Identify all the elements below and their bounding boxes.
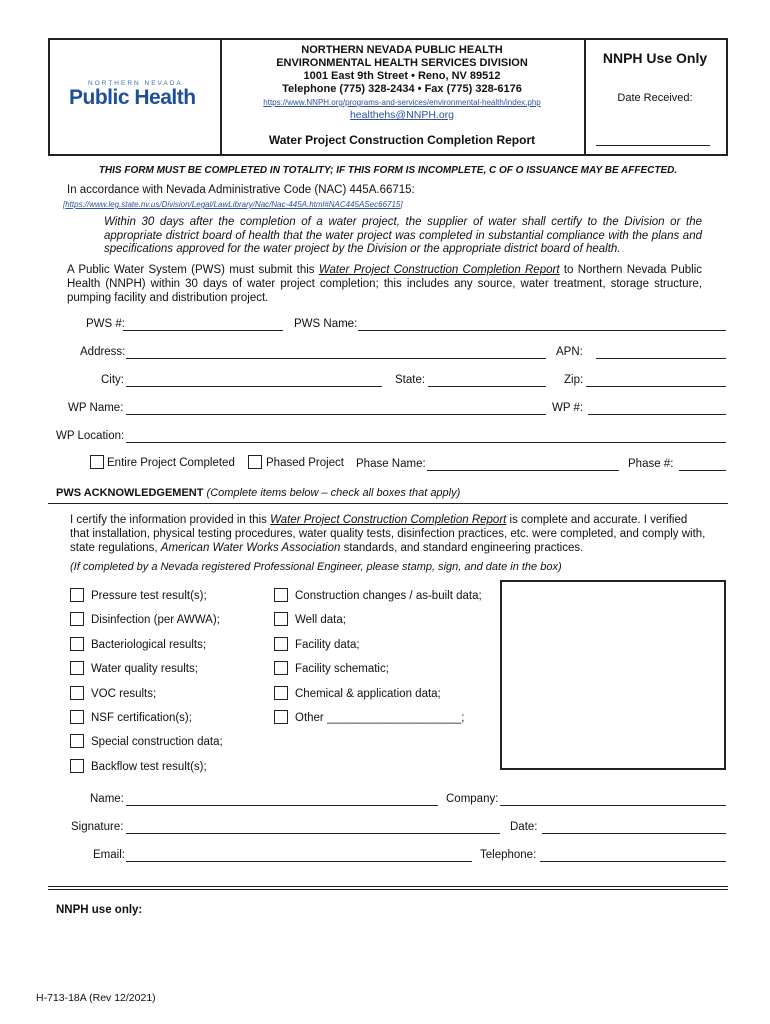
left-checklist-item-checkbox[interactable]: [70, 588, 84, 602]
cert-text-2: is complete and accurate. I verified that installation, physical testing procedures, water quality tests, disinfection practices, etc. were completed, and comply with, state regulations,: [70, 514, 706, 554]
cert-awwa: American Water Works Association: [160, 542, 341, 554]
form-title: Water Project Construction Completion Report: [268, 133, 536, 147]
pe-stamp-note: (If completed by a Nevada registered Professional Engineer, please stamp, sign, and date in the box): [70, 561, 562, 573]
zip-field[interactable]: [586, 386, 726, 387]
left-checklist-item-checkbox[interactable]: [70, 759, 84, 773]
right-checklist-item-checkbox[interactable]: [274, 686, 288, 700]
pws-text-2: to Northern Nevada Public Health (NNPH) within 30 days of water project completion; this includes any source, water treatment, storage structure, pumping facility and distribution project.: [67, 264, 703, 304]
nac-link[interactable]: https://www.leg.state.nv.us/Division/Legal/LawLibrary/Nac/Nac-445A.html#NAC445ASec66715: [65, 200, 401, 209]
right-checklist-item-label: Well data;: [295, 614, 346, 627]
signature-field[interactable]: [126, 833, 500, 834]
company-label: Company:: [446, 793, 499, 805]
phase-num-label: Phase #:: [628, 458, 674, 470]
left-checklist-item-label: Disinfection (per AWWA);: [91, 614, 220, 627]
right-checklist-item-checkbox[interactable]: [274, 710, 288, 724]
city-label: City:: [101, 374, 124, 386]
name-label: Name:: [90, 793, 124, 805]
phased-project-label: Phased Project: [266, 457, 344, 469]
right-checklist-item-label: Construction changes / as-built data;: [295, 590, 482, 602]
left-checklist-item-label: Backflow test result(s);: [91, 760, 207, 773]
cert-text-1: I certify the information provided in this: [70, 514, 271, 526]
logo: Public Health: [69, 86, 196, 109]
right-checklist-item-checkbox[interactable]: [274, 637, 288, 651]
org-phone-fax: Telephone (775) 328-2434 • Fax (775) 328-6176: [282, 83, 522, 95]
apn-field[interactable]: [596, 358, 726, 359]
cert-report-link: Water Project Construction Completion Report: [270, 514, 507, 526]
wp-location-field[interactable]: [126, 442, 726, 443]
left-checklist-item-label: VOC results;: [91, 687, 157, 700]
footer-rule: [48, 886, 728, 890]
form-code: H-713-18A (Rev 12/2021): [36, 992, 156, 1004]
left-checklist-item-checkbox[interactable]: [70, 612, 84, 626]
ack-title: PWS ACKNOWLEDGEMENT: [56, 487, 204, 499]
phase-name-field[interactable]: [427, 470, 619, 471]
left-checklist-item-checkbox[interactable]: [70, 661, 84, 675]
phase-name-label: Phase Name:: [356, 458, 426, 470]
nac-link-wrap: [https://www.leg.state.nv.us/Division/Legal/LawLibrary/Nac/Nac-445A.html#NAC445ASec66715]: [63, 200, 403, 209]
org-line2: ENVIRONMENTAL HEALTH SERVICES DIVISION: [276, 57, 528, 69]
state-field[interactable]: [428, 386, 546, 387]
right-checklist-item-label: Facility schematic;: [295, 663, 389, 676]
pws-name-field[interactable]: [358, 330, 726, 331]
wp-num-label: WP #:: [552, 402, 584, 414]
ack-heading-rule: [48, 503, 728, 504]
city-field[interactable]: [126, 386, 382, 387]
email-label: Email:: [93, 849, 125, 861]
nac-reference: In accordance with Nevada Administrative Code (NAC) 445A.66715:: [67, 184, 415, 196]
nnph-use-only-footer: NNPH use only:: [56, 904, 143, 916]
nac-quote: Within 30 days after the completion of a water project, the supplier of water shall certify to the Division or the appropriate district board of health that the water project was completed in substantial compliance with the plans and specifications approved for the water project by the Division or the appropriate district board of health.: [104, 216, 702, 255]
pws-report-link: Water Project Construction Completion Report: [318, 264, 560, 276]
wp-name-field[interactable]: [126, 414, 546, 415]
left-checklist-item-label: Special construction data;: [91, 736, 223, 749]
right-checklist-item-label: Other _____________________;: [295, 712, 465, 724]
telephone-label: Telephone:: [480, 849, 537, 861]
completion-notice: THIS FORM MUST BE COMPLETED IN TOTALITY; IF THIS FORM IS INCOMPLETE, C OF O ISSUANCE MAY BE AFFECTED.: [98, 165, 678, 176]
left-checklist-item-checkbox[interactable]: [70, 637, 84, 651]
pws-num-field[interactable]: [123, 330, 283, 331]
name-field[interactable]: [126, 805, 438, 806]
left-checklist-item-label: Bacteriological results;: [91, 638, 207, 651]
ack-heading: [56, 487, 460, 499]
date-received-field[interactable]: [596, 145, 710, 146]
phased-project-checkbox[interactable]: [248, 455, 262, 469]
right-checklist-item-label: Facility data;: [295, 638, 360, 651]
right-checklist-item-label: Chemical & application data;: [295, 687, 441, 700]
email-field[interactable]: [126, 861, 472, 862]
logo-subtitle: NORTHERN NEVADA: [88, 80, 183, 87]
wp-name-label: WP Name:: [68, 402, 124, 414]
wp-location-label: WP Location:: [56, 430, 125, 442]
date-field[interactable]: [542, 833, 726, 834]
left-checklist-item-label: NSF certification(s);: [91, 712, 192, 724]
signature-label: Signature:: [71, 821, 124, 833]
wp-num-field[interactable]: [588, 414, 726, 415]
right-checklist-item-checkbox[interactable]: [274, 661, 288, 675]
zip-label: Zip:: [564, 374, 584, 386]
pe-stamp-box[interactable]: [500, 580, 726, 770]
org-address: 1001 East 9th Street • Reno, NV 89512: [303, 70, 501, 82]
pws-name-label: PWS Name:: [294, 318, 358, 330]
right-checklist-item-checkbox[interactable]: [274, 612, 288, 626]
certification-paragraph: [70, 513, 708, 555]
entire-project-label: Entire Project Completed: [107, 457, 235, 469]
apn-label: APN:: [556, 346, 583, 358]
org-website-link[interactable]: https://www.NNPH.org/programs-and-services/environmental-health/index.php: [263, 98, 541, 107]
nnph-use-only-title: NNPH Use Only: [602, 50, 708, 66]
ack-subtitle: (Complete items below – check all boxes that apply): [206, 487, 461, 499]
left-checklist-item-checkbox[interactable]: [70, 734, 84, 748]
pws-submit-paragraph: [67, 263, 702, 305]
state-label: State:: [395, 374, 426, 386]
org-name: [220, 44, 584, 96]
address-field[interactable]: [126, 358, 546, 359]
pws-num-label: PWS #:: [86, 318, 125, 330]
telephone-field[interactable]: [540, 861, 726, 862]
left-checklist-item-checkbox[interactable]: [70, 710, 84, 724]
company-field[interactable]: [500, 805, 726, 806]
org-email-link[interactable]: healthehs@NNPH.org: [349, 109, 455, 121]
entire-project-checkbox[interactable]: [90, 455, 104, 469]
date-received-label: Date Received:: [617, 92, 693, 104]
org-line1: NORTHERN NEVADA PUBLIC HEALTH: [301, 44, 503, 56]
right-checklist-item-checkbox[interactable]: [274, 588, 288, 602]
left-checklist-item-label: Pressure test result(s);: [91, 590, 207, 602]
cert-text-3: standards, and standard engineering practices.: [340, 542, 584, 554]
phase-num-field[interactable]: [679, 470, 726, 471]
pws-text-1: A Public Water System (PWS) must submit this: [67, 264, 319, 276]
left-checklist-item-checkbox[interactable]: [70, 686, 84, 700]
left-checklist-item-label: Water quality results;: [91, 663, 198, 676]
address-label: Address:: [80, 346, 126, 358]
date-label: Date:: [510, 821, 538, 833]
